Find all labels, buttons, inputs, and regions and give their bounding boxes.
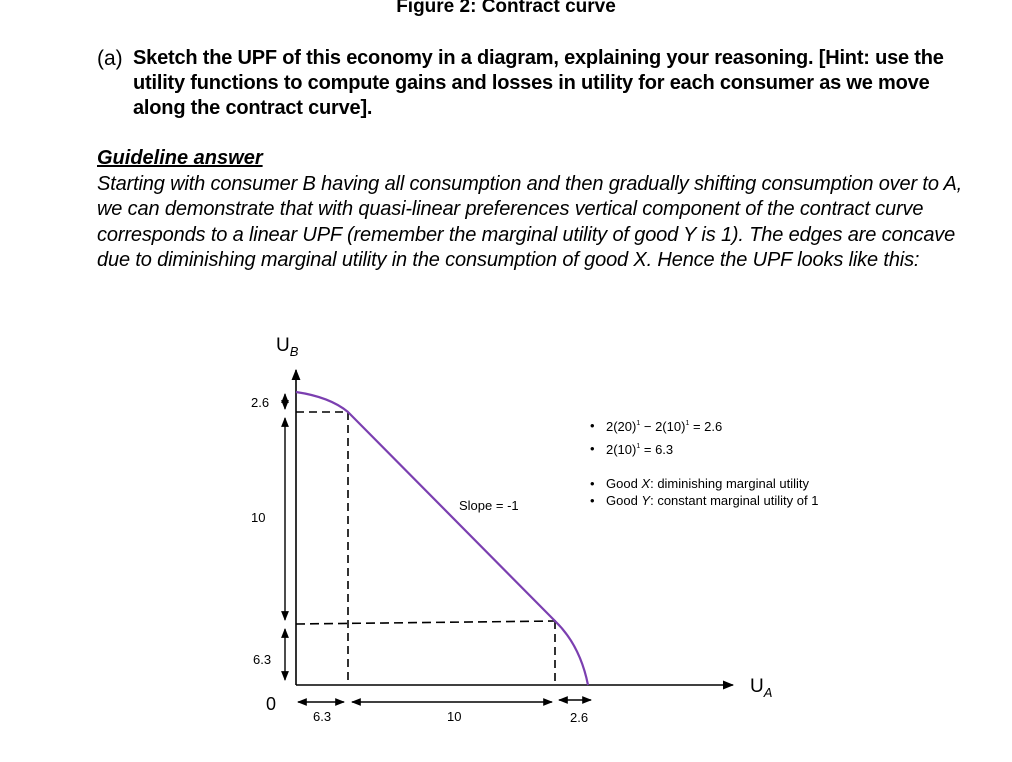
guideline-heading: Guideline answer <box>97 147 263 169</box>
slope-label: Slope = -1 <box>459 498 519 513</box>
dashed-horizontal-bottom <box>296 621 556 624</box>
x-axis-label: $U_A$ <box>750 676 773 700</box>
upf-curve <box>296 392 588 685</box>
y-segment-label-middle: 10 <box>251 510 266 525</box>
y-axis-label: $U_B$ <box>276 335 299 359</box>
figure-caption: Figure 2: Contract curve <box>396 0 616 17</box>
equations-list <box>590 418 722 457</box>
x-segment-label-right: 2.6 <box>570 710 589 725</box>
note-good-x: Good X: diminishing marginal utility <box>606 476 810 491</box>
y-segment-label-top: 2.6 <box>251 395 270 410</box>
x-segment-label-left: 6.3 <box>313 709 332 724</box>
bullet-icon: • <box>590 418 595 433</box>
x-segment-label-middle: 10 <box>447 709 462 724</box>
equation-1: $2(20)^1 - 2(10)^1 = 2.6$ <box>606 419 723 434</box>
notes-list <box>590 476 818 508</box>
question-label: (a) <box>97 47 123 70</box>
note-good-y: Good Y: constant marginal utility of 1 <box>606 493 819 508</box>
origin-label: 0 <box>266 694 277 714</box>
guideline-body: Starting with consumer B having all consumption and then gradually shifting consumption over to A, we can demonstrate that with quasi-linear preferences vertical component of the contract curve corresponds to a linear UPF (remember the marginal utility of good Y is 1). The edges are concave due to diminishing marginal utility in the consumption of good X. Hence the UPF looks like this: <box>97 173 963 271</box>
bullet-icon: • <box>590 493 595 508</box>
bullet-icon: • <box>590 441 595 456</box>
question-text: Sketch the UPF of this economy in a diagram, explaining your reasoning. [Hint: use the utility functions to compute gains and losses in utility for each consumer as we move along the contract curve]. <box>133 47 944 119</box>
y-segment-label-bottom: 6.3 <box>253 652 272 667</box>
equation-2: $2(10)^1 = 6.3$ <box>606 442 674 457</box>
bullet-icon: • <box>590 476 595 491</box>
